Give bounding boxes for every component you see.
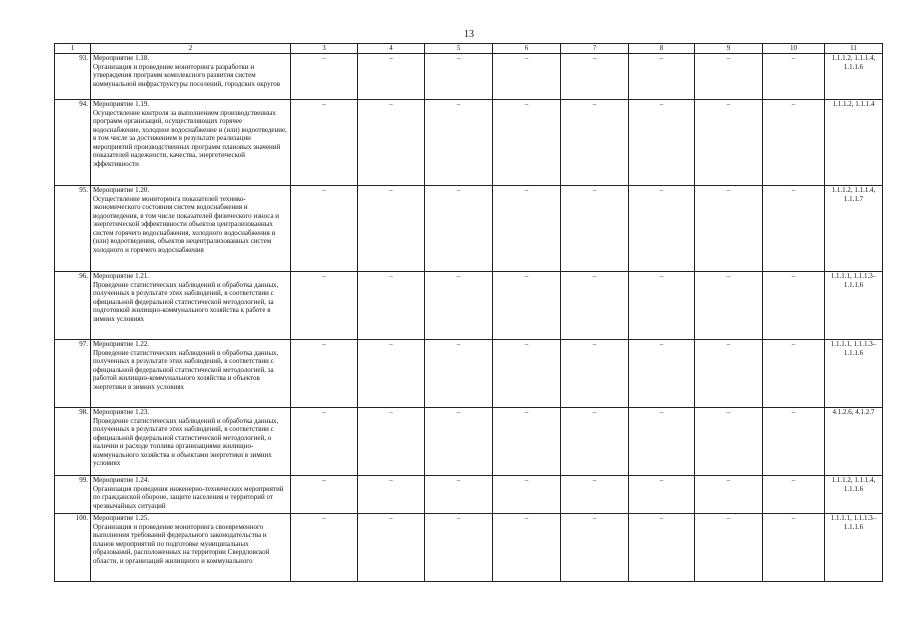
value-cell-col-10: – xyxy=(763,272,825,340)
value-cell-col-4: – xyxy=(358,272,425,340)
measure-text: Организация проведения инженерно-технических мероприятий по гражданской обороне, защите населения и территорий от чрезвычайных ситуаций xyxy=(93,484,284,510)
target-indicator-reference: 1.1.1.2, 1.1.1.4, 1.1.1.6 xyxy=(825,54,883,100)
column-number-10: 10 xyxy=(763,44,825,54)
value-cell-col-5: – xyxy=(425,100,493,186)
column-number-row xyxy=(55,44,883,54)
row-number: 98. xyxy=(55,408,91,476)
value-cell-col-4: – xyxy=(358,514,425,582)
value-cell-col-3: – xyxy=(291,272,358,340)
target-indicator-reference: 1.1.1.1, 1.1.1.3–1.1.1.6 xyxy=(825,272,883,340)
value-cell-col-3: – xyxy=(291,186,358,272)
value-cell-col-5: – xyxy=(425,476,493,514)
measure-title: Мероприятие 1.21. xyxy=(93,272,150,280)
measure-text: Проведение статистических наблюдений и обработка данных, полученных в результате этих наблюдений, в соответствии с официальной федеральной статистической методологией, за работой жилищно-коммунального хозяйства и объектов энергетики в зимних условиях xyxy=(93,348,279,391)
value-cell-col-3: – xyxy=(291,476,358,514)
value-cell-col-10: – xyxy=(763,186,825,272)
column-number-7: 7 xyxy=(561,44,629,54)
value-cell-col-8: – xyxy=(629,408,695,476)
value-cell-col-7: – xyxy=(561,408,629,476)
row-number: 93. xyxy=(55,54,91,100)
value-cell-col-10: – xyxy=(763,476,825,514)
value-cell-col-3: – xyxy=(291,100,358,186)
column-number-1: 1 xyxy=(55,44,91,54)
measure-text: Проведение статистических наблюдений и обработка данных, полученных в результате этих наблюдений, в соответствии с официальной федеральной статистической методологией, за подготовкой жилищно-коммунального хозяйства к работе в зимних условиях xyxy=(93,280,279,323)
value-cell-col-10: – xyxy=(763,514,825,582)
value-cell-col-10: – xyxy=(763,408,825,476)
measure-title: Мероприятие 1.24. xyxy=(93,476,150,484)
measure-text: Организация и проведение мониторинга разработки и утверждения программ комплексного развития систем коммунальной инфраструктуры поселений, городских округов xyxy=(93,62,281,88)
measure-text: Организация и проведение мониторинга своевременного выполнения требований федерального законодательства и планов мероприятий по подготовке муниципальных образований, расположенных на территории Свердловской области, и организаций жилищного и коммунального xyxy=(93,522,270,565)
value-cell-col-6: – xyxy=(493,54,561,100)
value-cell-col-7: – xyxy=(561,272,629,340)
column-number-6: 6 xyxy=(493,44,561,54)
value-cell-col-10: – xyxy=(763,340,825,408)
column-number-9: 9 xyxy=(695,44,763,54)
value-cell-col-5: – xyxy=(425,54,493,100)
value-cell-col-5: – xyxy=(425,514,493,582)
target-indicator-reference: 1.1.1.2, 1.1.1.4 xyxy=(825,100,883,186)
value-cell-col-9: – xyxy=(695,408,763,476)
value-cell-col-4: – xyxy=(358,340,425,408)
value-cell-col-8: – xyxy=(629,272,695,340)
value-cell-col-6: – xyxy=(493,476,561,514)
value-cell-col-7: – xyxy=(561,54,629,100)
table-row xyxy=(55,340,883,408)
value-cell-col-8: – xyxy=(629,514,695,582)
row-number: 96. xyxy=(55,272,91,340)
measure-title: Мероприятие 1.18. xyxy=(93,54,150,62)
measure-description xyxy=(91,100,291,186)
row-number: 100. xyxy=(55,514,91,582)
value-cell-col-3: – xyxy=(291,408,358,476)
value-cell-col-3: – xyxy=(291,54,358,100)
table-row xyxy=(55,100,883,186)
value-cell-col-9: – xyxy=(695,514,763,582)
table-row xyxy=(55,408,883,476)
column-number-2: 2 xyxy=(91,44,291,54)
column-number-8: 8 xyxy=(629,44,695,54)
measure-title: Мероприятие 1.22. xyxy=(93,340,150,348)
value-cell-col-4: – xyxy=(358,100,425,186)
table-row xyxy=(55,54,883,100)
value-cell-col-9: – xyxy=(695,186,763,272)
value-cell-col-3: – xyxy=(291,340,358,408)
measure-description xyxy=(91,476,291,514)
measure-description xyxy=(91,514,291,582)
row-number: 95. xyxy=(55,186,91,272)
measures-table xyxy=(54,43,883,582)
measure-description xyxy=(91,408,291,476)
measure-description xyxy=(91,186,291,272)
value-cell-col-8: – xyxy=(629,100,695,186)
value-cell-col-4: – xyxy=(358,186,425,272)
row-number: 97. xyxy=(55,340,91,408)
table-row xyxy=(55,186,883,272)
page-number: 13 xyxy=(464,29,474,40)
value-cell-col-3: – xyxy=(291,514,358,582)
value-cell-col-8: – xyxy=(629,476,695,514)
table-row xyxy=(55,476,883,514)
value-cell-col-9: – xyxy=(695,476,763,514)
target-indicator-reference: 1.1.1.2, 1.1.1.4, 1.1.1.7 xyxy=(825,186,883,272)
table-row xyxy=(55,272,883,340)
target-indicator-reference: 4.1.2.6, 4.1.2.7 xyxy=(825,408,883,476)
table-row xyxy=(55,514,883,582)
value-cell-col-5: – xyxy=(425,186,493,272)
target-indicator-reference: 1.1.1.1, 1.1.1.3–1.1.1.6 xyxy=(825,514,883,582)
target-indicator-reference: 1.1.1.1, 1.1.1.3–1.1.1.6 xyxy=(825,340,883,408)
value-cell-col-4: – xyxy=(358,408,425,476)
value-cell-col-8: – xyxy=(629,54,695,100)
value-cell-col-9: – xyxy=(695,100,763,186)
measure-description xyxy=(91,340,291,408)
measure-title: Мероприятие 1.20. xyxy=(93,186,150,194)
measure-title: Мероприятие 1.23. xyxy=(93,408,150,416)
column-number-5: 5 xyxy=(425,44,493,54)
value-cell-col-6: – xyxy=(493,340,561,408)
value-cell-col-6: – xyxy=(493,272,561,340)
value-cell-col-9: – xyxy=(695,54,763,100)
value-cell-col-7: – xyxy=(561,340,629,408)
measure-description xyxy=(91,54,291,100)
value-cell-col-4: – xyxy=(358,476,425,514)
row-number: 99. xyxy=(55,476,91,514)
value-cell-col-10: – xyxy=(763,100,825,186)
value-cell-col-4: – xyxy=(358,54,425,100)
value-cell-col-9: – xyxy=(695,340,763,408)
value-cell-col-6: – xyxy=(493,186,561,272)
value-cell-col-7: – xyxy=(561,186,629,272)
value-cell-col-6: – xyxy=(493,100,561,186)
value-cell-col-8: – xyxy=(629,340,695,408)
measure-title: Мероприятие 1.19. xyxy=(93,100,150,108)
measure-description xyxy=(91,272,291,340)
value-cell-col-5: – xyxy=(425,272,493,340)
value-cell-col-7: – xyxy=(561,514,629,582)
column-number-3: 3 xyxy=(291,44,358,54)
measure-text: Осуществление мониторинга показателей технико-экономического состояния систем водоснабжения и водоотведения, в том числе показателей физического износа и энергетической эффективности объектов централизованных систем горячего водоснабжения, холодного водоснабжения и (или) водоотведения, объектов нецентрализованных систем холодного и горячего водоснабжения xyxy=(93,194,280,254)
column-number-4: 4 xyxy=(358,44,425,54)
column-number-11: 11 xyxy=(825,44,883,54)
measure-title: Мероприятие 1.25. xyxy=(93,514,150,522)
measure-text: Осуществление контроля за выполнением производственных программ организаций, осуществляющих горячее водоснабжение, холодное водоснабжение и (или) водоотведение, в том числе за достижением в результате реализации мероприятий производственных программ плановых значений показателей надежности, качества, энергетической эффективности xyxy=(93,108,287,168)
value-cell-col-9: – xyxy=(695,272,763,340)
value-cell-col-7: – xyxy=(561,476,629,514)
measure-text: Проведение статистических наблюдений и обработка данных, полученных в результате этих наблюдений, в соответствии с официальной федеральной статистической методологией, о наличии и расходе топлива организациями жилищно-коммунального хозяйства и объектами энергетики в зимних условиях xyxy=(93,416,279,467)
value-cell-col-6: – xyxy=(493,408,561,476)
value-cell-col-5: – xyxy=(425,408,493,476)
value-cell-col-8: – xyxy=(629,186,695,272)
value-cell-col-7: – xyxy=(561,100,629,186)
target-indicator-reference: 1.1.1.2, 1.1.1.4, 1.1.1.6 xyxy=(825,476,883,514)
row-number: 94. xyxy=(55,100,91,186)
value-cell-col-6: – xyxy=(493,514,561,582)
value-cell-col-10: – xyxy=(763,54,825,100)
value-cell-col-5: – xyxy=(425,340,493,408)
